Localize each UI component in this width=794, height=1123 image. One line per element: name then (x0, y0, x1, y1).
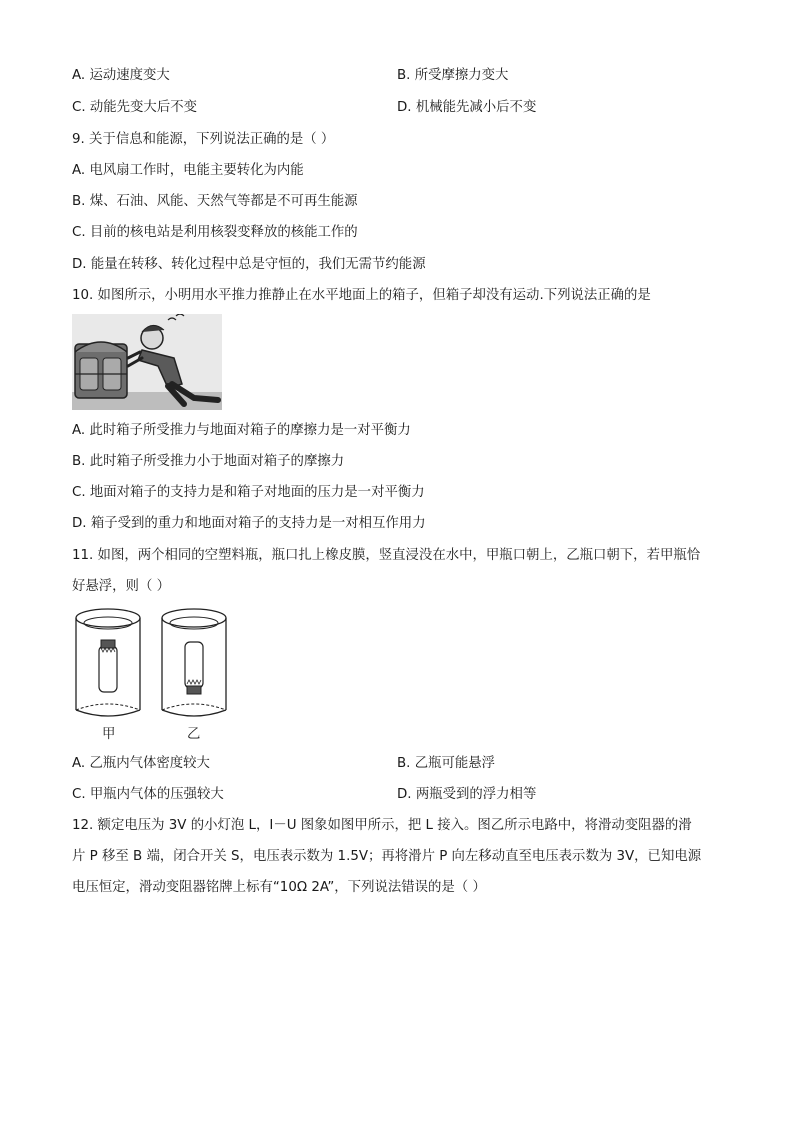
q11-stem-line1: 11. 如图，两个相同的空塑料瓶，瓶口扎上橡皮膜，竖直浸没在水中，甲瓶口朝上，乙瓶口朝下，若甲瓶恰 (72, 548, 701, 563)
pushing-box-illustration (72, 314, 222, 410)
q9-option-b: B. 煤、石油、风能、天然气等都是不可再生能源 (72, 194, 358, 209)
q11-option-b: B. 乙瓶可能悬浮 (397, 756, 496, 771)
q9-option-d: D. 能量在转移、转化过程中总是守恒的，我们无需节约能源 (72, 257, 426, 272)
q12-stem-line3: 电压恒定，滑动变阻器铭牌上标有“10Ω 2A”，下列说法错误的是（ ） (72, 880, 486, 895)
q10-stem: 10. 如图所示，小明用水平推力推静止在水平地面上的箱子，但箱子却没有运动.下列说法正确的是 (72, 288, 651, 303)
q9-option-c: C. 目前的核电站是利用核裂变释放的核能工作的 (72, 225, 358, 240)
q11-stem-line2: 好悬浮，则（ ） (72, 579, 170, 594)
q12-stem-line1: 12. 额定电压为 3V 的小灯泡 L，I－U 图象如图甲所示，把 L 接入。图乙所示电路中，将滑动变阻器的滑 (72, 818, 692, 833)
q8-option-b: B. 所受摩擦力变大 (397, 68, 509, 83)
two-bottles-in-water-diagram (72, 606, 232, 722)
q11-option-d: D. 两瓶受到的浮力相等 (397, 787, 537, 802)
bottle-label-left: 甲 (102, 727, 116, 742)
q12-stem-line2: 片 P 移至 B 端，闭合开关 S，电压表示数为 1.5V；再将滑片 P 向左移动直至电压表示数为 3V，已知电源 (72, 849, 702, 864)
q10-option-d: D. 箱子受到的重力和地面对箱子的支持力是一对相互作用力 (72, 516, 426, 531)
q8-option-d: D. 机械能先减小后不变 (397, 100, 537, 115)
q11-option-c: C. 甲瓶内气体的压强较大 (72, 787, 224, 802)
q8-option-a: A. 运动速度变大 (72, 68, 170, 83)
q11-option-a: A. 乙瓶内气体密度较大 (72, 756, 210, 771)
q9-option-a: A. 电风扇工作时，电能主要转化为内能 (72, 163, 304, 178)
q10-option-a: A. 此时箱子所受推力与地面对箱子的摩擦力是一对平衡力 (72, 423, 411, 438)
q9-stem: 9. 关于信息和能源，下列说法正确的是（ ） (72, 132, 335, 147)
q10-option-b: B. 此时箱子所受推力小于地面对箱子的摩擦力 (72, 454, 345, 469)
q8-option-c: C. 动能先变大后不变 (72, 100, 197, 115)
bottle-label-right: 乙 (187, 727, 201, 742)
q10-option-c: C. 地面对箱子的支持力是和箱子对地面的压力是一对平衡力 (72, 485, 425, 500)
